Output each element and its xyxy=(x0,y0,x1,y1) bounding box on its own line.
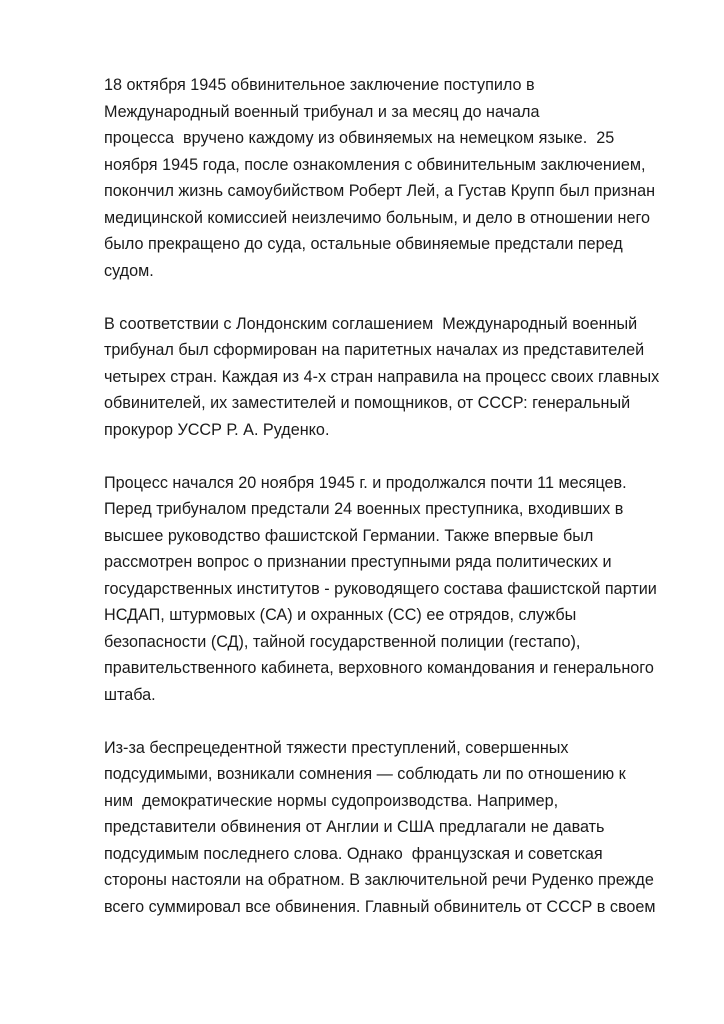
text-line: трибунал был сформирован на паритетных началах из представителей xyxy=(104,341,645,359)
text-line: судом. xyxy=(104,261,154,280)
paragraph-trial-start xyxy=(104,470,684,709)
text-line: подсудимыми, возникали сомнения — соблюдать ли по отношению к xyxy=(104,765,626,783)
text-line: 18 октября 1945 обвинительное заключение поступило в xyxy=(104,76,535,94)
text-line: В соответствии с Лондонским соглашением Международный военный xyxy=(104,314,638,333)
text-line: правительственного кабинета, верховного командования и генерального xyxy=(104,659,654,677)
text-line: Международный военный трибунал и за месяц до начала xyxy=(104,102,540,121)
text-line: процесса вручено каждому из обвиняемых на немецком языке. 25 xyxy=(104,129,615,147)
document-body xyxy=(104,72,684,920)
paragraph-tribunal-formation xyxy=(104,311,684,444)
text-line: НСДАП, штурмовых (СА) и охранных (СС) ее отрядов, службы xyxy=(104,606,577,624)
text-line: Из-за беспрецедентной тяжести преступлений, совершенных xyxy=(104,738,569,757)
text-line: штаба. xyxy=(104,685,156,704)
text-line: представители обвинения от Англии и США предлагали не давать xyxy=(104,818,605,836)
text-line: обвинителей, их заместителей и помощников, от СССР: генеральный xyxy=(104,394,631,412)
text-line: ним демократические нормы судопроизводства. Например, xyxy=(104,791,559,810)
text-line: всего суммировал все обвинения. Главный обвинитель от СССР в своем xyxy=(104,897,656,916)
paragraph-indictment xyxy=(104,72,684,284)
text-line: безопасности (СД), тайной государственной полиции (гестапо), xyxy=(104,632,581,651)
text-line: было прекращено до суда, остальные обвиняемые предстали перед xyxy=(104,235,623,253)
text-line: ноября 1945 года, после ознакомления с обвинительным заключением, xyxy=(104,155,646,174)
text-line: покончил жизнь самоубийством Роберт Лей, а Густав Крупп был признан xyxy=(104,182,656,200)
text-line: Перед трибуналом предстали 24 военных преступника, входивших в xyxy=(104,500,624,518)
text-line: рассмотрен вопрос о признании преступными ряда политических и xyxy=(104,553,612,571)
text-line: медицинской комиссией неизлечимо больным, и дело в отношении него xyxy=(104,208,651,227)
text-line: четырех стран. Каждая из 4-х стран направила на процесс своих главных xyxy=(104,367,660,386)
text-line: Процесс начался 20 ноября 1945 г. и продолжался почти 11 месяцев. xyxy=(104,473,627,492)
text-line: стороны настояли на обратном. В заключительной речи Руденко прежде xyxy=(104,871,654,889)
paragraph-proceedings xyxy=(104,735,684,921)
text-line: высшее руководство фашистской Германии. Также впервые был xyxy=(104,526,594,545)
text-line: государственных институтов - руководящего состава фашистской партии xyxy=(104,579,657,598)
text-line: подсудимым последнего слова. Однако французская и советская xyxy=(104,844,603,863)
text-line: прокурор УССР Р. А. Руденко. xyxy=(104,420,330,439)
